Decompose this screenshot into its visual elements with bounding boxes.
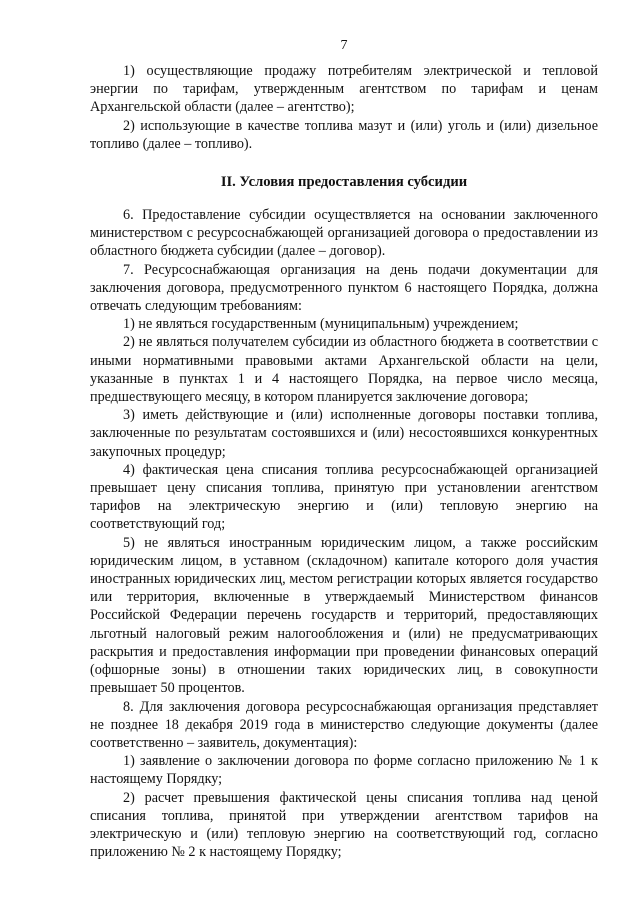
requirement-3: 3) иметь действующие и (или) исполненные договоры поставки топлива, заключенные по результатам состоявшихся и (или) несостоявшихся конкурентных закупочных процедур; — [90, 407, 598, 460]
requirement-4: 4) фактическая цена списания топлива ресурсоснабжающей организацией превышает цену списания топлива, принятую при установлении агентством тарифов на электрическую энергию и (или) тепловую энергию на соответствующий год; — [90, 461, 598, 533]
document-body — [90, 62, 598, 861]
document-item-1: 1) заявление о заключении договора по форме согласно приложению № 1 к настоящему Порядку; — [90, 753, 598, 788]
requirement-1: 1) не являться государственным (муниципальным) учреждением; — [123, 316, 519, 333]
document-item-2: 2) расчет превышения фактической цены списания топлива над ценой списания топлива, принятой при утверждении агентством тарифов на электрическую и (или) тепловую энергию на соответствующий год, согласно приложению № 2 к настоящему Порядку; — [90, 789, 598, 861]
requirement-5: 5) не являться иностранным юридическим лицом, а также российским юридическим лицом, в уставном (складочном) капитале которого доля участия иностранных юридических лиц, местом регистрации которых является государство или территория, включенные в утверждаемый Министерством финансов Российской Федерации перечень государств и территорий, предоставляющих льготный налоговый режим налогообложения и (или) не предусматривающих раскрытия и предоставления информации при проведении финансовых операций (офшорные зоны) в отношении таких юридических лиц, в совокупности превышает 50 процентов. — [90, 534, 598, 697]
list-item-2: 2) использующие в качестве топлива мазут и (или) уголь и (или) дизельное топливо (далее – топливо). — [90, 117, 598, 152]
requirement-2: 2) не являться получателем субсидии из областного бюджета в соответствии с иными нормативными правовыми актами Архангельской области на цели, указанные в пунктах 1 и 4 настоящего Порядка, на первое число месяца, предшествующего месяцу, в котором планируется заключение договора; — [90, 334, 598, 406]
paragraph-7: 7. Ресурсоснабжающая организация на день подачи документации для заключения договора, предусмотренного пунктом 6 настоящего Порядка, должна отвечать следующим требованиям: — [90, 261, 598, 315]
section-heading: II. Условия предоставления субсидии — [220, 174, 468, 191]
list-item-1: 1) осуществляющие продажу потребителям электрической и тепловой энергии по тарифам, утвержденным агентством по тарифам и ценам Архангельской области (далее – агентство); — [90, 63, 598, 116]
paragraph-8: 8. Для заключения договора ресурсоснабжающая организация представляет не позднее 18 декабря 2019 года в министерство следующие документы (далее соответственно – заявитель, документация): — [90, 698, 598, 751]
paragraph-6: 6. Предоставление субсидии осуществляется на основании заключенного министерством с ресурсоснабжающей организацией договора о предоставлении из областного бюджета субсидии (далее – договор). — [90, 207, 598, 260]
page-number: 7 — [340, 38, 348, 53]
